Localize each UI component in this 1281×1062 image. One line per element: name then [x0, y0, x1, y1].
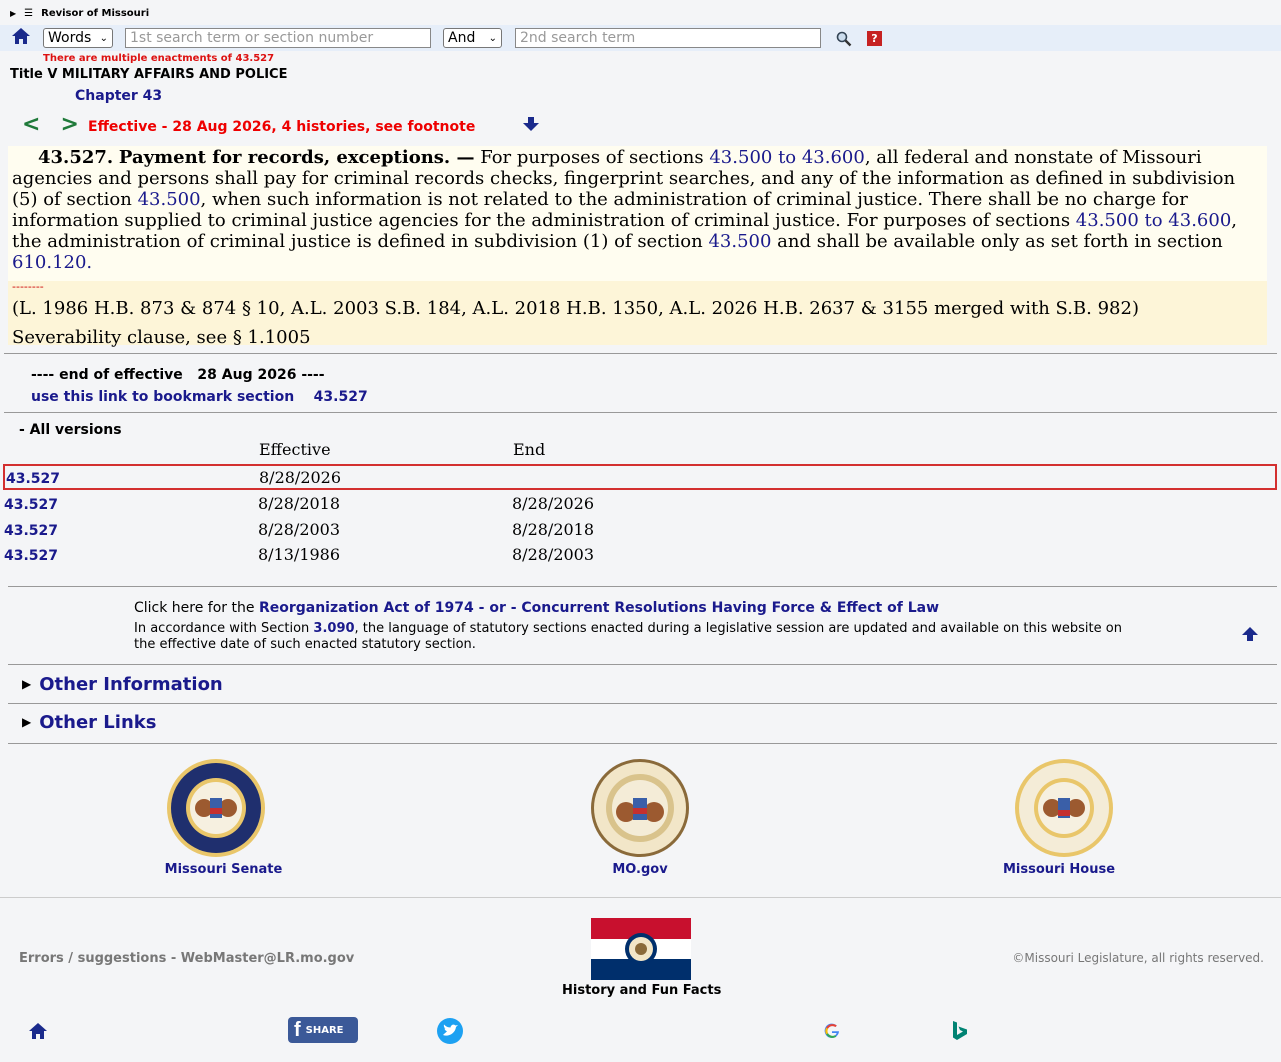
missouri-house-seal[interactable] [1014, 758, 1114, 858]
statute-text-part: , the administration of criminal justice is defined in subdivision (1) of section [12, 210, 1238, 252]
severability-note: Severability clause, see § 1.1005 [12, 327, 311, 348]
legislative-history: (L. 1986 H.B. 873 & 874 § 10, A.L. 2003 S.B. 184, A.L. 2018 H.B. 1350, A.L. 2026 H.B. 2637 & 3155 merged with S.B. 982) [12, 298, 1139, 319]
version-section-link[interactable]: 43.527 [6, 471, 61, 487]
missouri-flag-icon[interactable] [591, 918, 691, 980]
other-information-label[interactable]: Other Information [39, 674, 223, 695]
reorganization-note [134, 600, 939, 616]
history-text [12, 294, 1139, 352]
home-icon[interactable] [11, 27, 31, 45]
chevron-down-icon: ⌄ [488, 32, 497, 44]
missouri-senate-link[interactable]: Missouri Senate [164, 862, 283, 877]
version-row-selected [3, 464, 1277, 490]
version-effective-date: 8/28/2003 [258, 520, 341, 539]
search-mode-select[interactable]: Words ⌄ [43, 28, 113, 48]
title-heading: Title V MILITARY AFFAIRS AND POLICE [10, 67, 288, 82]
expand-triangle-icon[interactable]: ▶ [10, 9, 17, 18]
bookmark-section[interactable]: 43.527 [313, 389, 368, 405]
missouri-house-link[interactable]: Missouri House [1002, 862, 1116, 877]
column-header-end: End [513, 440, 546, 459]
home-icon[interactable] [28, 1022, 48, 1040]
version-section-link[interactable]: 43.527 [4, 523, 59, 539]
copyright: ©Missouri Legislature, all rights reserved. [1012, 951, 1264, 965]
column-header-effective: Effective [259, 440, 331, 459]
divider [8, 703, 1277, 704]
accord-prefix: In accordance with Section [134, 621, 314, 636]
brand-bar [10, 8, 149, 19]
statute-text [12, 147, 1262, 273]
end-of-effective: ---- end of effective 28 Aug 2026 ---- [31, 367, 325, 383]
missouri-senate-seal[interactable] [166, 758, 266, 858]
statute-text-part: For purposes of sections [474, 147, 710, 168]
brand-title: Revisor of Missouri [41, 8, 150, 19]
divider [4, 353, 1277, 354]
arrow-up-icon[interactable] [1241, 626, 1259, 642]
section-nav [22, 112, 79, 137]
chevron-down-icon: ⌄ [99, 32, 108, 44]
google-icon[interactable] [824, 1023, 840, 1039]
section-number: 43.527. [38, 147, 114, 168]
facebook-icon: f [294, 1018, 301, 1041]
section-link[interactable]: 43.500 [137, 189, 201, 210]
facebook-share-button[interactable] [288, 1017, 358, 1043]
bookmark-label[interactable]: use this link to bookmark section [31, 389, 295, 405]
expand-triangle-icon: ▶ [22, 677, 32, 691]
statute-text-part: and shall be available only as set forth in section [771, 231, 1223, 252]
expand-triangle-icon: ▶ [22, 715, 32, 729]
section-link[interactable]: 43.500 to 43.600 [709, 147, 865, 168]
search-operator-select[interactable]: And ⌄ [443, 28, 502, 48]
version-section-link[interactable]: 43.527 [4, 548, 59, 564]
version-effective-date: 8/28/2018 [258, 494, 341, 513]
divider [4, 412, 1277, 413]
search-term1-input[interactable]: 1st search term or section number [125, 28, 431, 48]
version-effective-date: 8/13/1986 [258, 545, 341, 564]
section-3090-link[interactable]: 3.090 [313, 621, 355, 636]
version-end-date: 8/28/2026 [512, 494, 595, 513]
history-fun-facts-link[interactable]: History and Fun Facts [562, 983, 722, 998]
reorganization-act-link[interactable]: Reorganization Act of 1974 - or - Concurrent Resolutions Having Force & Effect of Law [258, 600, 940, 616]
accordance-note [134, 621, 1134, 653]
section-link[interactable]: 43.500 [708, 231, 772, 252]
help-icon[interactable]: ? [867, 31, 882, 46]
divider [8, 586, 1277, 587]
search-icon[interactable] [836, 31, 852, 47]
statute-text-part: , all federal and nonstate of Missouri agencies and persons shall pay for criminal records checks, fingerprint searches, and any of the information as defined in subdivision (5) of section [12, 147, 1236, 210]
other-links-label[interactable]: Other Links [39, 712, 157, 733]
version-section-link[interactable]: 43.527 [4, 497, 59, 513]
mo-gov-link[interactable]: MO.gov [612, 862, 668, 877]
all-versions-heading: - All versions [19, 422, 122, 438]
bing-icon[interactable] [952, 1020, 968, 1042]
chapter-link[interactable]: Chapter 43 [75, 88, 163, 104]
twitter-icon[interactable] [436, 1017, 464, 1045]
other-information-toggle[interactable] [22, 674, 223, 695]
version-effective-date: 8/28/2026 [259, 468, 342, 487]
other-links-toggle[interactable] [22, 712, 156, 733]
section-link[interactable]: 610.120. [12, 252, 93, 273]
arrow-down-icon[interactable] [522, 116, 540, 132]
search-term2-input[interactable]: 2nd search term [515, 28, 821, 48]
version-row [4, 543, 1274, 569]
multiple-enactments-notice: There are multiple enactments of 43.527 [43, 53, 275, 64]
accord-text: , the language of statutory sections enacted during a legislative session are updated and available on this website on the effective date of such enacted statutory section. [134, 621, 1122, 652]
version-end-date: 8/28/2003 [512, 545, 595, 564]
menu-icon[interactable]: ☰ [24, 8, 34, 19]
version-end-date: 8/28/2018 [512, 520, 595, 539]
effective-note: Effective - 28 Aug 2026, 4 histories, see footnote [88, 119, 476, 135]
footnote-separator: -------- [12, 280, 44, 293]
divider [8, 664, 1277, 665]
errors-suggestions-link[interactable]: Errors / suggestions - WebMaster@LR.mo.gov [19, 951, 355, 966]
version-row [4, 492, 1274, 518]
divider [8, 743, 1277, 744]
version-row [4, 518, 1274, 544]
section-heading: Payment for records, exceptions. — [118, 147, 475, 168]
previous-section-button[interactable]: < [22, 112, 41, 137]
statute-text-part: , when such information is not related to the administration of criminal justice. There shall be no charge for information supplied to criminal justice agencies for the administration of criminal justice. For purposes of sections [12, 189, 1188, 231]
section-link[interactable]: 43.500 to 43.600 [1075, 210, 1232, 231]
next-section-button[interactable]: > [60, 112, 79, 137]
share-label: SHARE [305, 1024, 344, 1036]
reorg-prefix: Click here for the [134, 600, 259, 616]
bookmark-link[interactable] [31, 389, 368, 405]
great-seal-of-missouri[interactable] [590, 758, 690, 858]
